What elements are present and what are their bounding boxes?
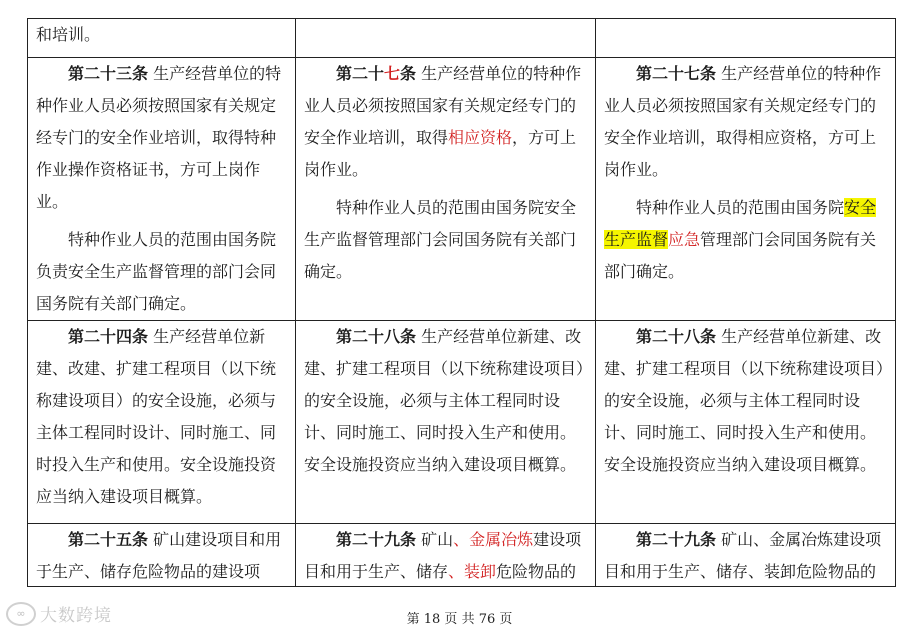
article-number-part: 条 <box>400 64 417 83</box>
paragraph: 特种作业人员的范围由国务院负责安全生产监督管理的部门会同国务院有关部门确定。 <box>36 230 277 313</box>
article-text: 危险物品的 <box>496 562 577 581</box>
draft-cell <box>296 321 596 524</box>
article-number: 第二十八条 <box>336 327 417 346</box>
article-number <box>336 64 416 83</box>
paragraph <box>304 321 587 481</box>
article-text: 矿山、金属冶炼建设项目和用于生产、储存、装卸危险物品的 <box>604 530 882 581</box>
article-number: 第二十九条 <box>336 530 417 549</box>
article-number: 第二十九条 <box>636 530 717 549</box>
article-number-part: 第二十 <box>336 64 385 83</box>
article-text: 矿山建设项目和用于生产、储存危险物品的建设项 <box>36 530 282 581</box>
table-row <box>28 58 896 321</box>
new-law-cell <box>596 58 896 321</box>
article-number: 第二十五条 <box>68 530 149 549</box>
cell-clip <box>604 524 887 586</box>
cell-clip <box>36 524 287 586</box>
changed-text: 相应资格 <box>448 128 513 147</box>
article-text: 建设项目和用于生产、储存 <box>304 530 582 581</box>
table-row <box>28 524 896 587</box>
article-number: 第二十三条 <box>68 64 149 83</box>
article-number: 第二十七条 <box>636 64 717 83</box>
old-law-cell <box>28 524 296 587</box>
article-text: 生产经营单位新建、改建、扩建工程项目（以下统称建设项目）的安全设施，必须与主体工程同时设计、同时施工、同时投入生产和使用。安全设施投资应当纳入建设项目概算。 <box>304 327 585 474</box>
changed-text: 应急 <box>668 230 701 249</box>
article-text: 矿山 <box>416 530 454 549</box>
paragraph <box>304 524 587 586</box>
article-text: 生产经营单位的特种作业人员必须按照国家有关规定经专门的安全作业培训，取得特种作业操作资格证书，方可上岗作业。 <box>36 64 282 211</box>
paragraph <box>36 58 287 218</box>
paragraph <box>304 58 587 186</box>
comparison-table <box>27 18 896 587</box>
paragraph <box>36 321 287 513</box>
paragraph <box>604 321 887 481</box>
paragraph <box>604 524 887 586</box>
article-text: 特种作业人员的范围由国务院 <box>636 198 845 217</box>
paragraph <box>36 524 287 586</box>
old-law-cell <box>28 19 296 58</box>
cell-clip <box>304 524 587 586</box>
changed-text: 、装卸 <box>448 562 497 581</box>
new-law-cell <box>596 321 896 524</box>
old-law-cell <box>28 321 296 524</box>
paragraph <box>604 192 887 288</box>
new-law-cell <box>596 19 896 58</box>
article-text: 生产经营单位的特种作业人员必须按照国家有关规定经专门的安全作业培训，取得 <box>304 64 582 147</box>
article-number: 第二十四条 <box>68 327 149 346</box>
paragraph: 和培训。 <box>36 25 101 44</box>
old-law-cell <box>28 58 296 321</box>
watermark-logo-icon: ∞ <box>6 602 36 626</box>
table-row <box>28 321 896 524</box>
article-text: 生产经营单位新建、改建、扩建工程项目（以下统称建设项目）的安全设施，必须与主体工程同时设计、同时施工、同时投入生产和使用。安全设施投资应当纳入建设项目概算。 <box>36 327 277 506</box>
watermark-text: 大数跨境 <box>40 606 112 626</box>
article-text: 生产经营单位新建、改建、扩建工程项目（以下统称建设项目）的安全设施，必须与主体工程同时设计、同时施工、同时投入生产和使用。安全设施投资应当纳入建设项目概算。 <box>604 327 885 474</box>
changed-text: 、金属冶炼 <box>453 530 534 549</box>
page-number: 第 18 页 共 76 页 <box>406 612 513 627</box>
article-text: 生产经营单位的特种作业人员必须按照国家有关规定经专门的安全作业培训，取得相应资格，方可上岗作业。 <box>604 64 882 179</box>
paragraph: 特种作业人员的范围由国务院安全生产监督管理部门会同国务院有关部门确定。 <box>304 198 577 281</box>
article-number: 第二十八条 <box>636 327 717 346</box>
paragraph <box>604 58 887 186</box>
article-text: 管理部门会同国务院有关部门确定。 <box>604 230 877 281</box>
draft-cell <box>296 524 596 587</box>
changed-text: 七 <box>384 64 401 83</box>
draft-cell <box>296 58 596 321</box>
new-law-cell <box>596 524 896 587</box>
highlighted-text: 安全生产监督 <box>604 198 877 249</box>
article-text: ，方可上岗作业。 <box>304 128 577 179</box>
draft-cell <box>296 19 596 58</box>
table-row <box>28 19 896 58</box>
